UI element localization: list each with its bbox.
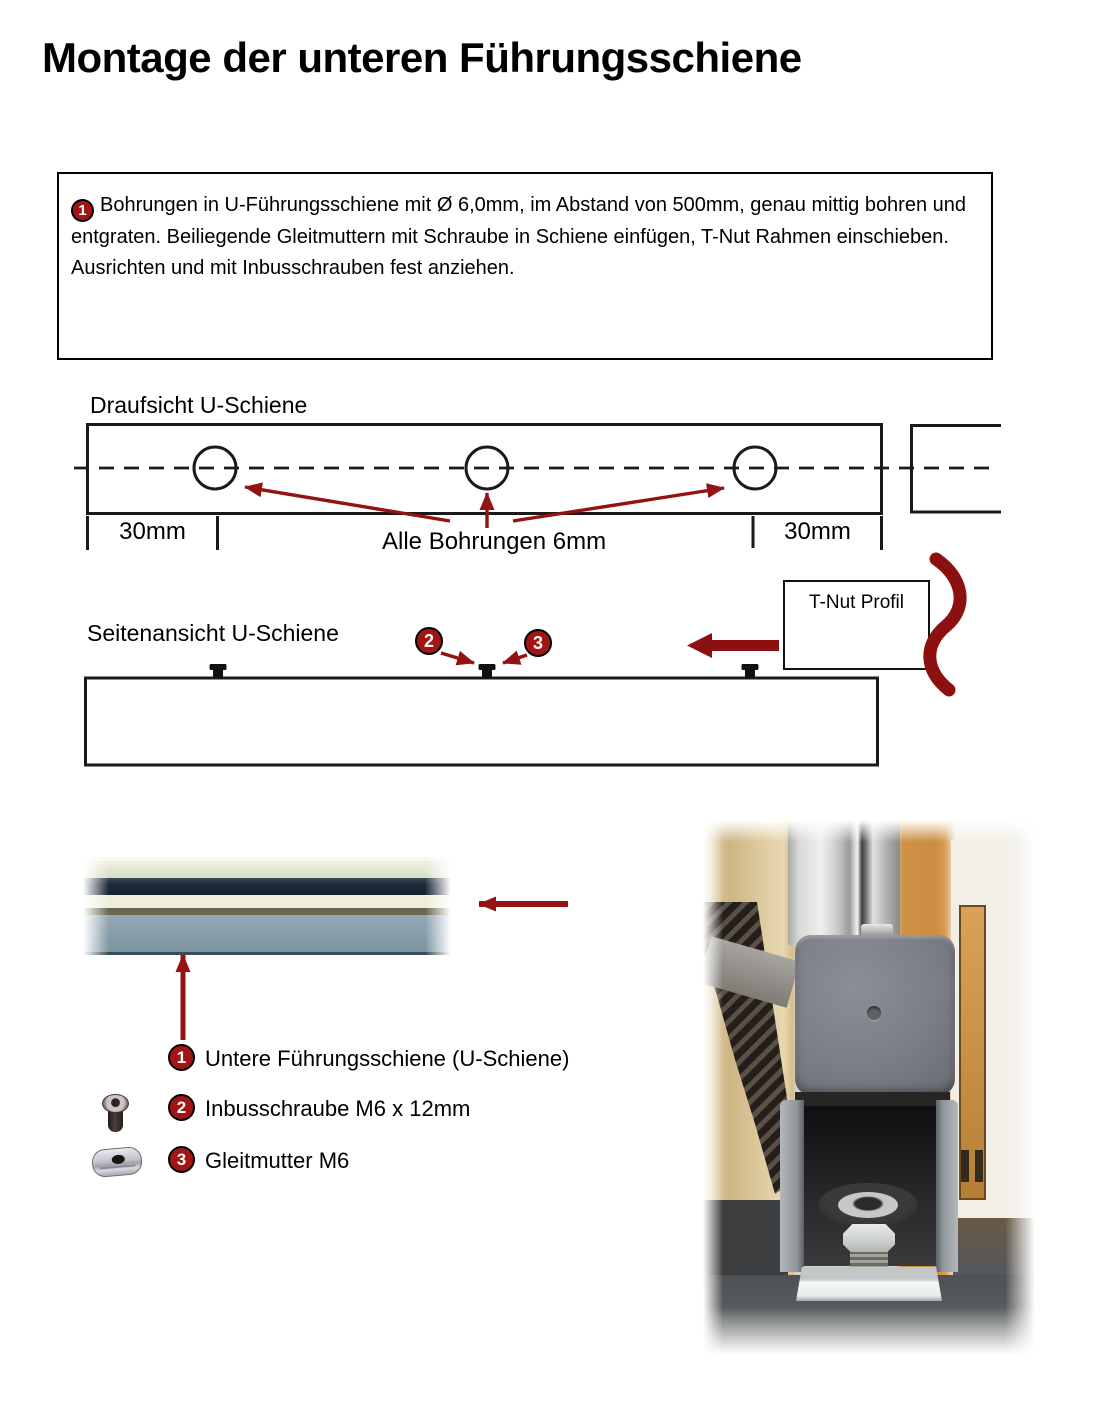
- marker-3-arrow: [503, 655, 527, 663]
- marker-3-badge: [524, 629, 552, 657]
- rail-band: [83, 908, 451, 915]
- legend-badge-3-number: 3: [176, 1149, 187, 1169]
- rail-continuation: [912, 426, 1002, 513]
- topview-dim-right: 30mm: [784, 518, 851, 545]
- hex-nut: [843, 1224, 895, 1254]
- inbus-screw-photo: [102, 1092, 129, 1132]
- nut-slot: [99, 1164, 135, 1169]
- assembly-photo: [703, 820, 1035, 1365]
- gleitmutter-photo: [92, 1148, 144, 1178]
- legend-label-2: Inbusschraube M6 x 12mm: [205, 1096, 471, 1121]
- topview-label: Draufsicht U-Schiene: [90, 392, 308, 418]
- hole-pointer-arrow: [513, 488, 724, 521]
- legend-badge-1-number: 1: [176, 1047, 187, 1067]
- marker-2-number: 2: [423, 630, 434, 651]
- screw-symbol: [742, 664, 759, 678]
- rail-band: [83, 915, 451, 952]
- rail-band: [83, 861, 451, 878]
- rail-closeup-image: [83, 857, 451, 955]
- legend-badge-3: [168, 1146, 195, 1173]
- hole-pointer-arrow: [245, 487, 450, 521]
- rail-band: [83, 952, 451, 955]
- screw-symbol: [479, 664, 496, 678]
- rail-band: [83, 878, 451, 895]
- legend-badge-2-number: 2: [176, 1097, 187, 1117]
- step-1-badge: [71, 199, 94, 222]
- photo-trim-shadow: [961, 1150, 969, 1182]
- marker-2-badge: [415, 627, 443, 655]
- marker-3-number: 3: [532, 632, 543, 653]
- tnut-profile-label: T-Nut Profil: [808, 592, 905, 613]
- nut-body: [91, 1146, 143, 1178]
- sideview-label: Seitenansicht U-Schiene: [87, 620, 339, 646]
- photo-base-plate: [796, 1267, 942, 1301]
- step-1-number: 1: [78, 202, 87, 219]
- tnut-profile-box: [783, 580, 930, 670]
- channel-left-wall: [780, 1100, 804, 1272]
- screw-cap: [102, 1094, 129, 1113]
- screw-symbol: [210, 664, 227, 678]
- legend-label-3: Gleitmutter M6: [205, 1148, 350, 1173]
- nut-hole: [111, 1154, 125, 1164]
- page-title: Montage der unteren Führungsschiene: [42, 34, 802, 81]
- legend-badge-2: [168, 1094, 195, 1121]
- drill-hole-1: [194, 447, 236, 489]
- legend-badge-1: [168, 1044, 195, 1071]
- photo-u-channel: [780, 1100, 958, 1272]
- drill-hole-2: [466, 447, 508, 489]
- drill-hole-3: [734, 447, 776, 489]
- photo-trim-shadow: [975, 1150, 983, 1182]
- profile-break-squiggle: [930, 559, 960, 690]
- insert-direction-arrow: [687, 633, 779, 658]
- instruction-text: Bohrungen in U-Führungsschiene mit Ø 6,0mm, im Abstand von 500mm, genau mittig bohren und entgraten. Beiliegende Gleitmuttern mit Schraube in Schiene einfügen, T-Nut Rahmen einschieben. Ausrichten und mit Inbusschrauben fest anziehen.: [71, 194, 967, 279]
- topview-holes-note: Alle Bohrungen 6mm: [382, 528, 607, 555]
- channel-right-wall: [936, 1100, 958, 1272]
- legend-label-1: Untere Führungsschiene (U-Schiene): [205, 1046, 570, 1071]
- rail-band: [83, 895, 451, 908]
- photo-cap-dimple: [867, 1006, 881, 1020]
- bearing-inner: [838, 1192, 898, 1218]
- instruction-box: [57, 172, 993, 360]
- topview-dim-left: 30mm: [119, 518, 186, 545]
- marker-2-arrow: [441, 653, 474, 663]
